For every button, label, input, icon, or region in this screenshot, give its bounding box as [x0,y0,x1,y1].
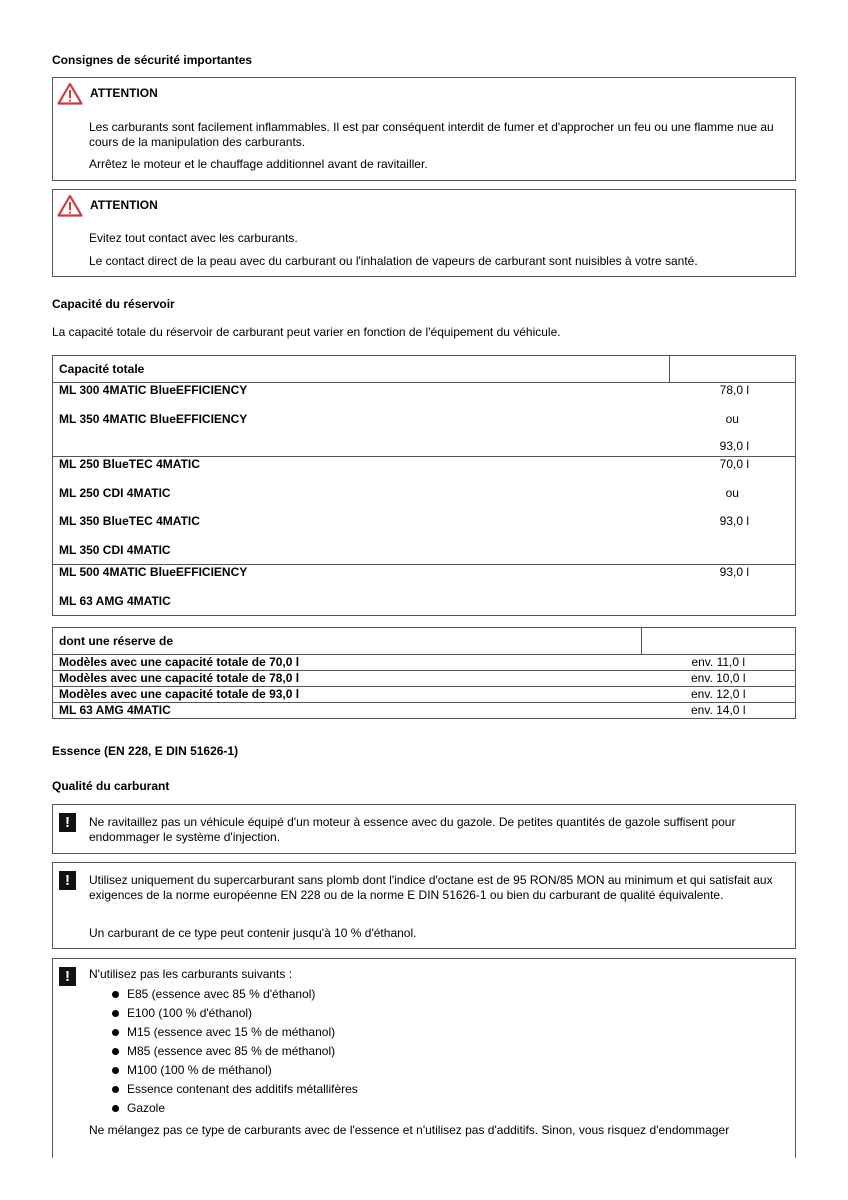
model-name: ML 250 BlueTEC 4MATIC [59,457,200,471]
capacity-header: Capacité totale [53,356,670,383]
warning-triangle-icon [57,194,83,217]
capacity-value: 93,0 l [719,514,749,528]
reserve-table [52,627,796,719]
capacity-value: 93,0 l [719,565,749,579]
capacity-models [53,565,670,616]
exclamation-icon: ! [59,871,76,890]
reserve-header: dont une réserve de [53,628,642,655]
capacity-value: 70,0 l [719,457,749,471]
exclamation-icon: ! [59,813,76,832]
model-name: ML 350 4MATIC BlueEFFICIENCY [59,411,248,426]
capacity-models [53,383,670,457]
section-title-capacity: Capacité du réservoir [52,297,175,311]
list-item: Essence contenant des additifs métallifères [109,1080,358,1099]
warning-label: ATTENTION [90,86,158,100]
warning-box-2 [52,189,796,277]
list-item: M100 (100 % de méthanol) [109,1061,358,1080]
capacity-value: 78,0 l [719,383,749,397]
reserve-label: Modèles avec une capacité totale de 78,0 l [53,671,642,687]
reserve-header-empty [642,628,796,655]
reserve-label: Modèles avec une capacité totale de 70,0 l [53,655,642,671]
exclamation-icon: ! [59,967,76,986]
model-name: ML 350 BlueTEC 4MATIC [59,514,200,528]
capacity-values [670,565,796,616]
capacity-value: 93,0 l [719,439,749,453]
list-item: Gazole [109,1099,358,1118]
reserve-value: env. 14,0 l [642,703,796,719]
warning-box-1 [52,77,796,181]
reserve-label: ML 63 AMG 4MATIC [53,703,642,719]
note-box-1 [52,804,796,854]
list-item: M15 (essence avec 15 % de méthanol) [109,1023,358,1042]
section-title-safety: Consignes de sécurité importantes [52,53,253,67]
model-name: ML 250 CDI 4MATIC [59,485,171,500]
fuel-list [109,985,358,1118]
capacity-value: ou [725,485,739,500]
note-box-2 [52,862,796,949]
reserve-label: Modèles avec une capacité totale de 93,0 l [53,687,642,703]
capacity-values [670,457,796,565]
list-item: M85 (essence avec 85 % de méthanol) [109,1042,358,1061]
warning-text: Arrêtez le moteur et le chauffage additionnel avant de ravitailler. [89,157,428,171]
section-title-essence: Essence (EN 228, E DIN 51626-1) [52,744,239,758]
note-text: Ne mélangez pas ce type de carburants avec de l'essence et n'utilisez pas d'additifs. Sinon, vous risquez d'endommager [89,1123,730,1137]
capacity-models [53,457,670,565]
section-title-quality: Qualité du carburant [52,779,170,793]
warning-text: Le contact direct de la peau avec du carburant ou l'inhalation de vapeurs de carburant sont nuisibles à votre santé. [89,254,698,268]
reserve-value: env. 11,0 l [642,655,796,671]
note-text: N'utilisez pas les carburants suivants : [89,967,293,981]
model-name: ML 63 AMG 4MATIC [59,593,171,608]
model-name: ML 500 4MATIC BlueEFFICIENCY [59,565,248,579]
note-text: Utilisez uniquement du supercarburant sans plomb dont l'indice d'octane est de 95 RON/85 MON au minimum et qui satisfait aux exigences de la norme européenne EN 228 ou de la norme E DIN 51626-1 ou bien du carburant de qualité équivalente. [89,873,773,902]
reserve-value: env. 10,0 l [642,671,796,687]
capacity-value: ou [725,411,739,426]
reserve-value: env. 12,0 l [642,687,796,703]
warning-triangle-icon [57,82,83,105]
list-item: E100 (100 % d'éthanol) [109,1004,358,1023]
capacity-values [670,383,796,457]
capacity-table [52,355,796,616]
note-text: Un carburant de ce type peut contenir jusqu'à 10 % d'éthanol. [89,926,417,940]
model-name: ML 350 CDI 4MATIC [59,542,171,557]
note-text: Ne ravitaillez pas un véhicule équipé d'un moteur à essence avec du gazole. De petites quantités de gazole suffisent pour endommager le système d'injection. [89,815,736,844]
capacity-intro: La capacité totale du réservoir de carburant peut varier en fonction de l'équipement du véhicule. [52,325,561,339]
note-box-3 [52,958,796,1158]
warning-text: Les carburants sont facilement inflammables. Il est par conséquent interdit de fumer et d'approcher un feu ou une flamme nue au cours de la manipulation des carburants. [89,120,774,149]
list-item: E85 (essence avec 85 % d'éthanol) [109,985,358,1004]
warning-label: ATTENTION [90,198,158,212]
model-name: ML 300 4MATIC BlueEFFICIENCY [59,383,248,397]
warning-text: Evitez tout contact avec les carburants. [89,231,298,245]
